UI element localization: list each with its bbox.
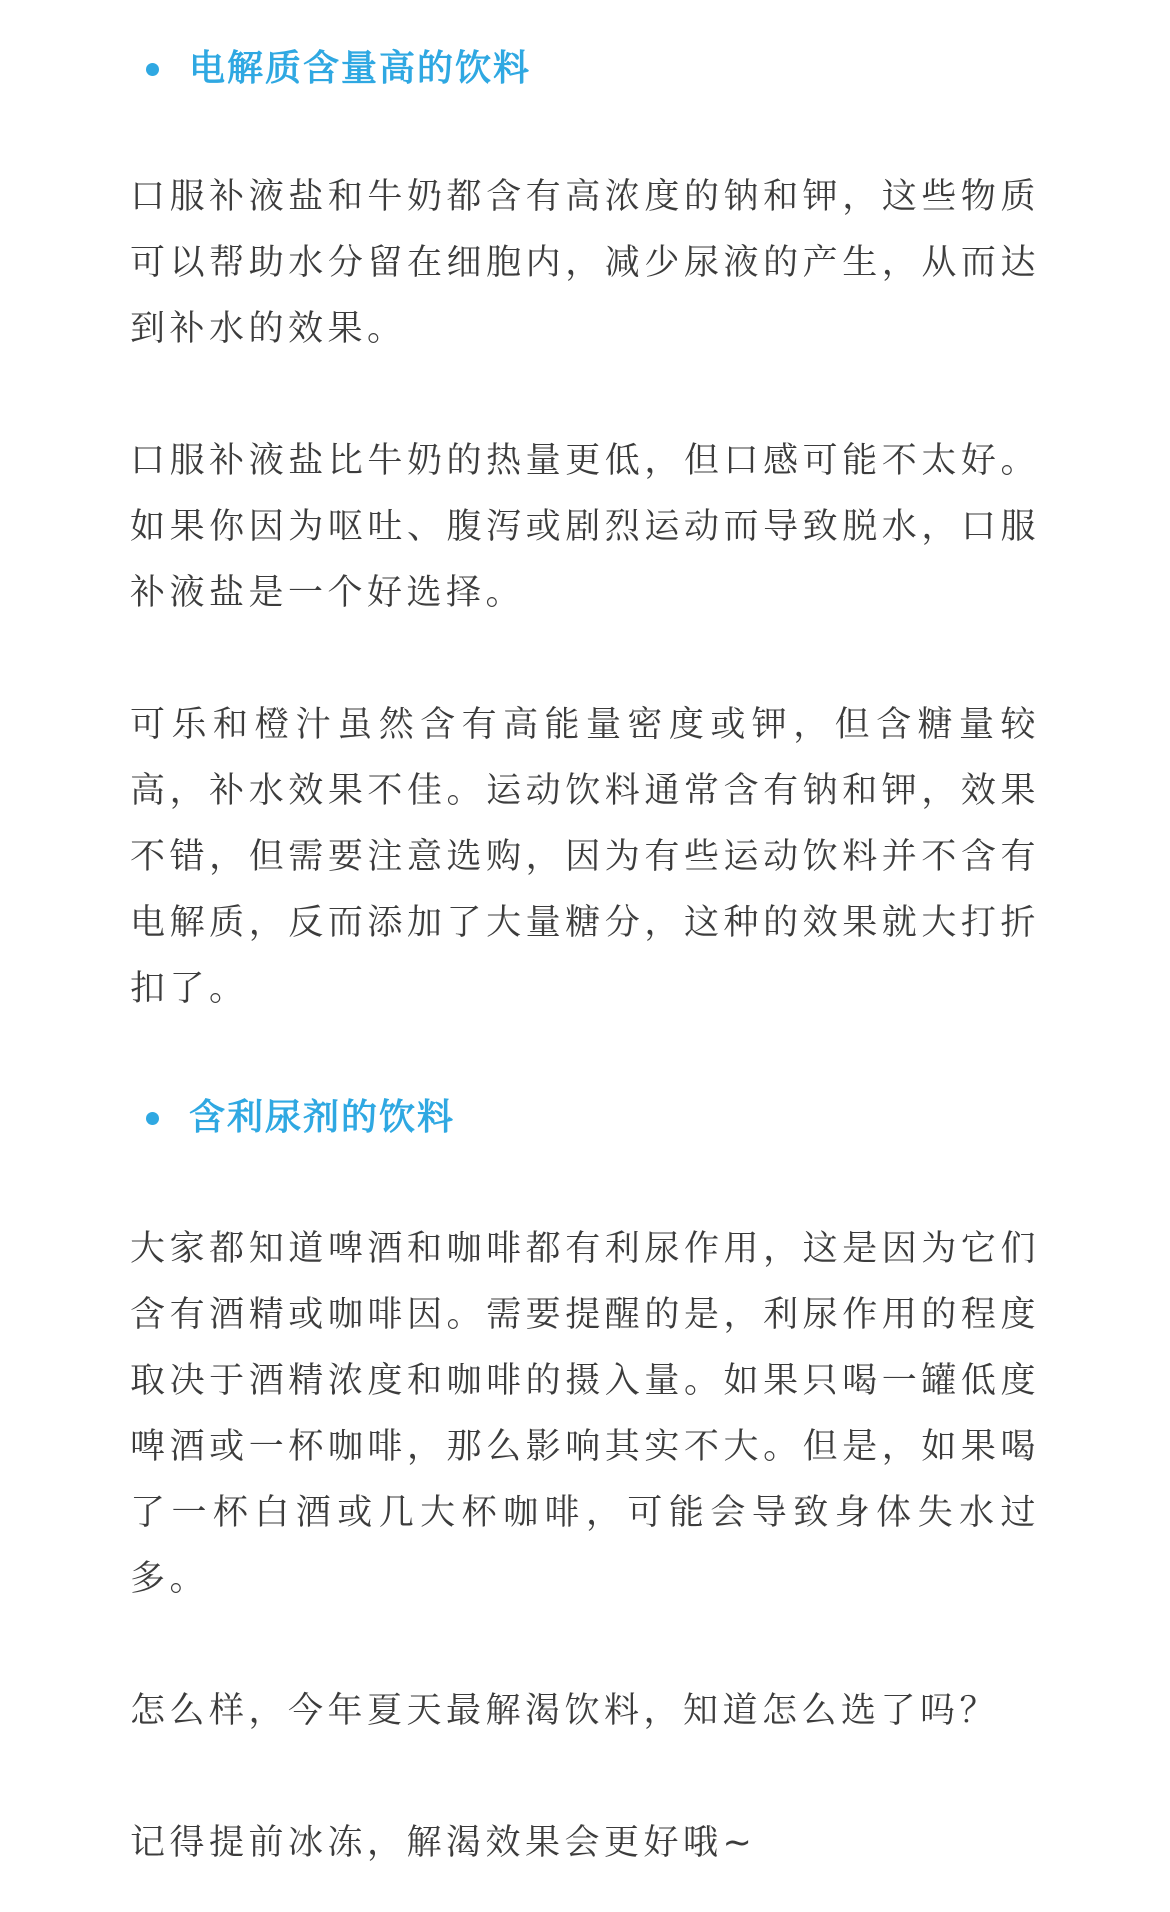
paragraph: 可乐和橙汁虽然含有高能量密度或钾，但含糖量较高，补水效果不佳。运动饮料通常含有钠和钾，效果不错，但需要注意选购，因为有些运动饮料并不含有电解质，反而添加了大量糖分，这种的效果就大打折扣了。: [130, 705, 1040, 1009]
paragraph: 大家都知道啤酒和咖啡都有利尿作用，这是因为它们含有酒精或咖啡因。需要提醒的是，利尿作用的程度取决于酒精浓度和咖啡的摄入量。如果只喝一罐低度啤酒或一杯咖啡，那么影响其实不大。但是，如果喝了一杯白酒或几大杯咖啡，可能会导致身体失水过多。: [130, 1229, 1040, 1599]
paragraph: 口服补液盐和牛奶都含有高浓度的钠和钾，这些物质可以帮助水分留在细胞内，减少尿液的产生，从而达到补水的效果。: [130, 177, 1040, 349]
closing-tip: 记得提前冰冻，解渴效果会更好哦~: [130, 1823, 757, 1863]
paragraph: 口服补液盐比牛奶的热量更低，但口感可能不太好。如果你因为呕吐、腹泻或剧烈运动而导致脱水，口服补液盐是一个好选择。: [130, 441, 1040, 613]
section-heading-electrolyte: [146, 44, 531, 94]
bullet-dot-icon: [146, 1112, 159, 1125]
section-title: 电解质含量高的饮料: [189, 48, 532, 89]
bullet-dot-icon: [146, 63, 159, 76]
closing-question: 怎么样，今年夏天最解渴饮料，知道怎么选了吗？: [130, 1691, 1000, 1731]
section-title: 含利尿剂的饮料: [189, 1097, 456, 1138]
section-heading-diuretic: [146, 1093, 455, 1143]
